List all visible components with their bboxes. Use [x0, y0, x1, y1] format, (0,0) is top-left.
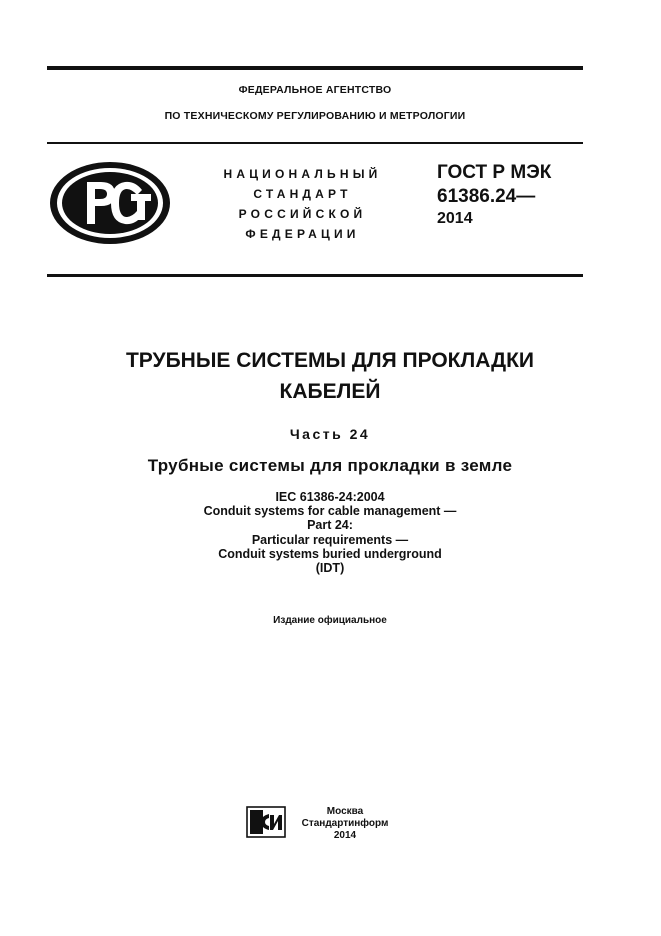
standard-word-3: РОССИЙСКОЙ	[238, 207, 367, 221]
gost-number: 61386.24—	[437, 186, 536, 207]
gost-designation: ГОСТ Р МЭК	[437, 162, 552, 183]
standartinform-logo-icon	[246, 806, 286, 838]
part-label: Часть 24	[289, 426, 371, 442]
document-subtitle: Трубные системы для прокладки в земле	[147, 456, 513, 475]
rst-circle-logo-icon	[47, 160, 173, 246]
agency-line-1: ФЕДЕРАЛЬНОЕ АГЕНТСТВО	[238, 84, 392, 96]
document-title-line-2: КАБЕЛЕЙ	[279, 380, 381, 403]
iec-reference: IEC 61386-24:2004	[275, 490, 385, 504]
iec-title-line-4: Conduit systems buried underground	[218, 547, 442, 561]
identity-marker: (IDT)	[315, 561, 345, 575]
top-rule	[47, 66, 583, 70]
publication-year: 2014	[333, 830, 357, 841]
gost-year: 2014	[437, 210, 473, 227]
agency-divider	[47, 142, 583, 144]
publisher-city: Москва	[326, 806, 364, 817]
publisher-name: Стандартинформ	[301, 818, 389, 829]
standard-word-4: ФЕДЕРАЦИИ	[245, 227, 360, 241]
document-title-line-1: ТРУБНЫЕ СИСТЕМЫ ДЛЯ ПРОКЛАДКИ	[125, 349, 535, 372]
header-bottom-rule	[47, 274, 583, 277]
iec-title-line-3: Particular requirements —	[251, 533, 409, 547]
iec-title-line-2: Part 24:	[307, 518, 353, 532]
edition-note: Издание официальное	[273, 615, 387, 626]
standard-word-1: НАЦИОНАЛЬНЫЙ	[223, 167, 382, 181]
standard-word-2: СТАНДАРТ	[253, 187, 352, 201]
agency-line-2: ПО ТЕХНИЧЕСКОМУ РЕГУЛИРОВАНИЮ И МЕТРОЛОГИИ	[164, 110, 466, 122]
iec-title-line-1: Conduit systems for cable management —	[203, 504, 457, 518]
